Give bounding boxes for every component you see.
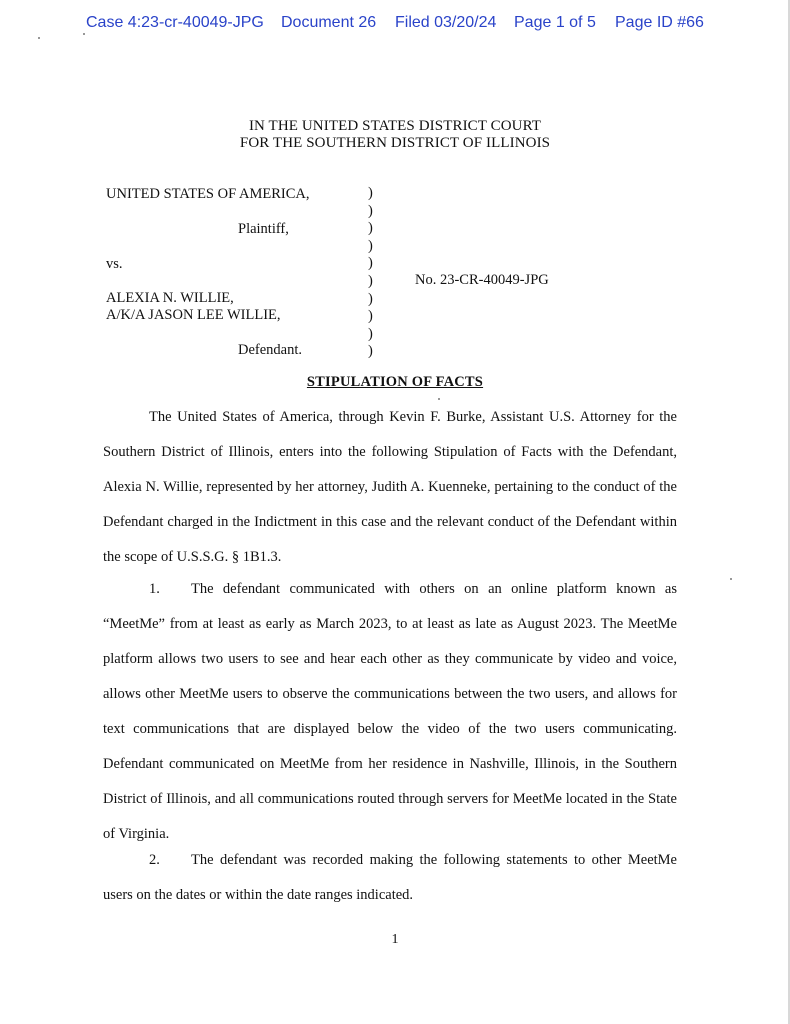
paragraph-number: 2.	[149, 852, 160, 868]
header-case: Case 4:23-cr-40049-JPG	[86, 14, 264, 31]
caption-paren: )	[368, 272, 373, 289]
ecf-header	[0, 14, 790, 36]
caption-paren: )	[368, 202, 373, 219]
caption-paren: )	[368, 185, 373, 201]
caption-paren: )	[368, 237, 373, 254]
defendant-aka: A/K/A JASON LEE WILLIE,	[106, 307, 281, 323]
plaintiff-label: Plaintiff,	[238, 221, 289, 237]
court-line-2: FOR THE SOUTHERN DISTRICT OF ILLINOIS	[239, 135, 551, 151]
defendant-label: Defendant.	[238, 342, 303, 358]
court-heading	[0, 118, 790, 152]
header-page: Page 1 of 5	[514, 14, 596, 31]
caption-paren: )	[368, 290, 373, 307]
scan-speck	[730, 578, 732, 580]
plaintiff-name: UNITED STATES OF AMERICA,	[106, 186, 310, 202]
scan-speck	[83, 33, 85, 35]
header-filed: Filed 03/20/24	[395, 14, 497, 31]
caption-parentheses	[368, 185, 380, 361]
paragraph-2	[103, 843, 677, 913]
case-number: No. 23-CR-40049-JPG	[415, 272, 549, 288]
paragraph-number: 1.	[149, 581, 160, 597]
defendant-name: ALEXIA N. WILLIE,	[106, 290, 234, 306]
caption-paren: )	[368, 343, 373, 360]
document-title: STIPULATION OF FACTS	[306, 374, 484, 390]
caption-paren: )	[368, 220, 373, 237]
paragraph-intro: The United States of America, through Kevin F. Burke, Assistant U.S. Attorney for the Southern District of Illinois, enters into the following Stipulation of Facts with the Defendant, Alexia N. Willie, represented by her attorney, Judith A. Kuenneke, pertaining to the conduct of the Defendant charged in the Indictment in this case and the relevant conduct of the Defendant within the scope of U.S.S.G. § 1B1.3.	[103, 409, 677, 565]
caption-paren: )	[368, 255, 373, 272]
caption-paren: )	[368, 325, 373, 342]
header-document: Document 26	[281, 14, 377, 31]
paragraph-1-text: The defendant communicated with others on an online platform known as “MeetMe” from at least as early as March 2023, to at least as late as August 2023. The MeetMe platform allows two users to see and hear each other as they communicate by video and voice, allows other MeetMe users to observe the communications between the two users, and allows for text communications that are displayed below the video of the two users communicating. Defendant communicated on MeetMe from her residence in Nashville, Illinois, in the Southern District of Illinois, and all communications routed through servers for MeetMe located in the State of Virginia.	[103, 581, 677, 842]
header-page-id: Page ID #66	[615, 14, 704, 31]
paragraph-1	[103, 572, 677, 852]
versus-label: vs.	[106, 256, 123, 272]
page-number: 1	[391, 932, 399, 947]
caption-paren: )	[368, 308, 373, 325]
paragraph-2-text: The defendant was recorded making the following statements to other MeetMe users on the dates or within the date ranges indicated.	[103, 852, 677, 903]
court-line-1: IN THE UNITED STATES DISTRICT COURT	[248, 118, 542, 134]
scan-speck	[38, 37, 40, 39]
